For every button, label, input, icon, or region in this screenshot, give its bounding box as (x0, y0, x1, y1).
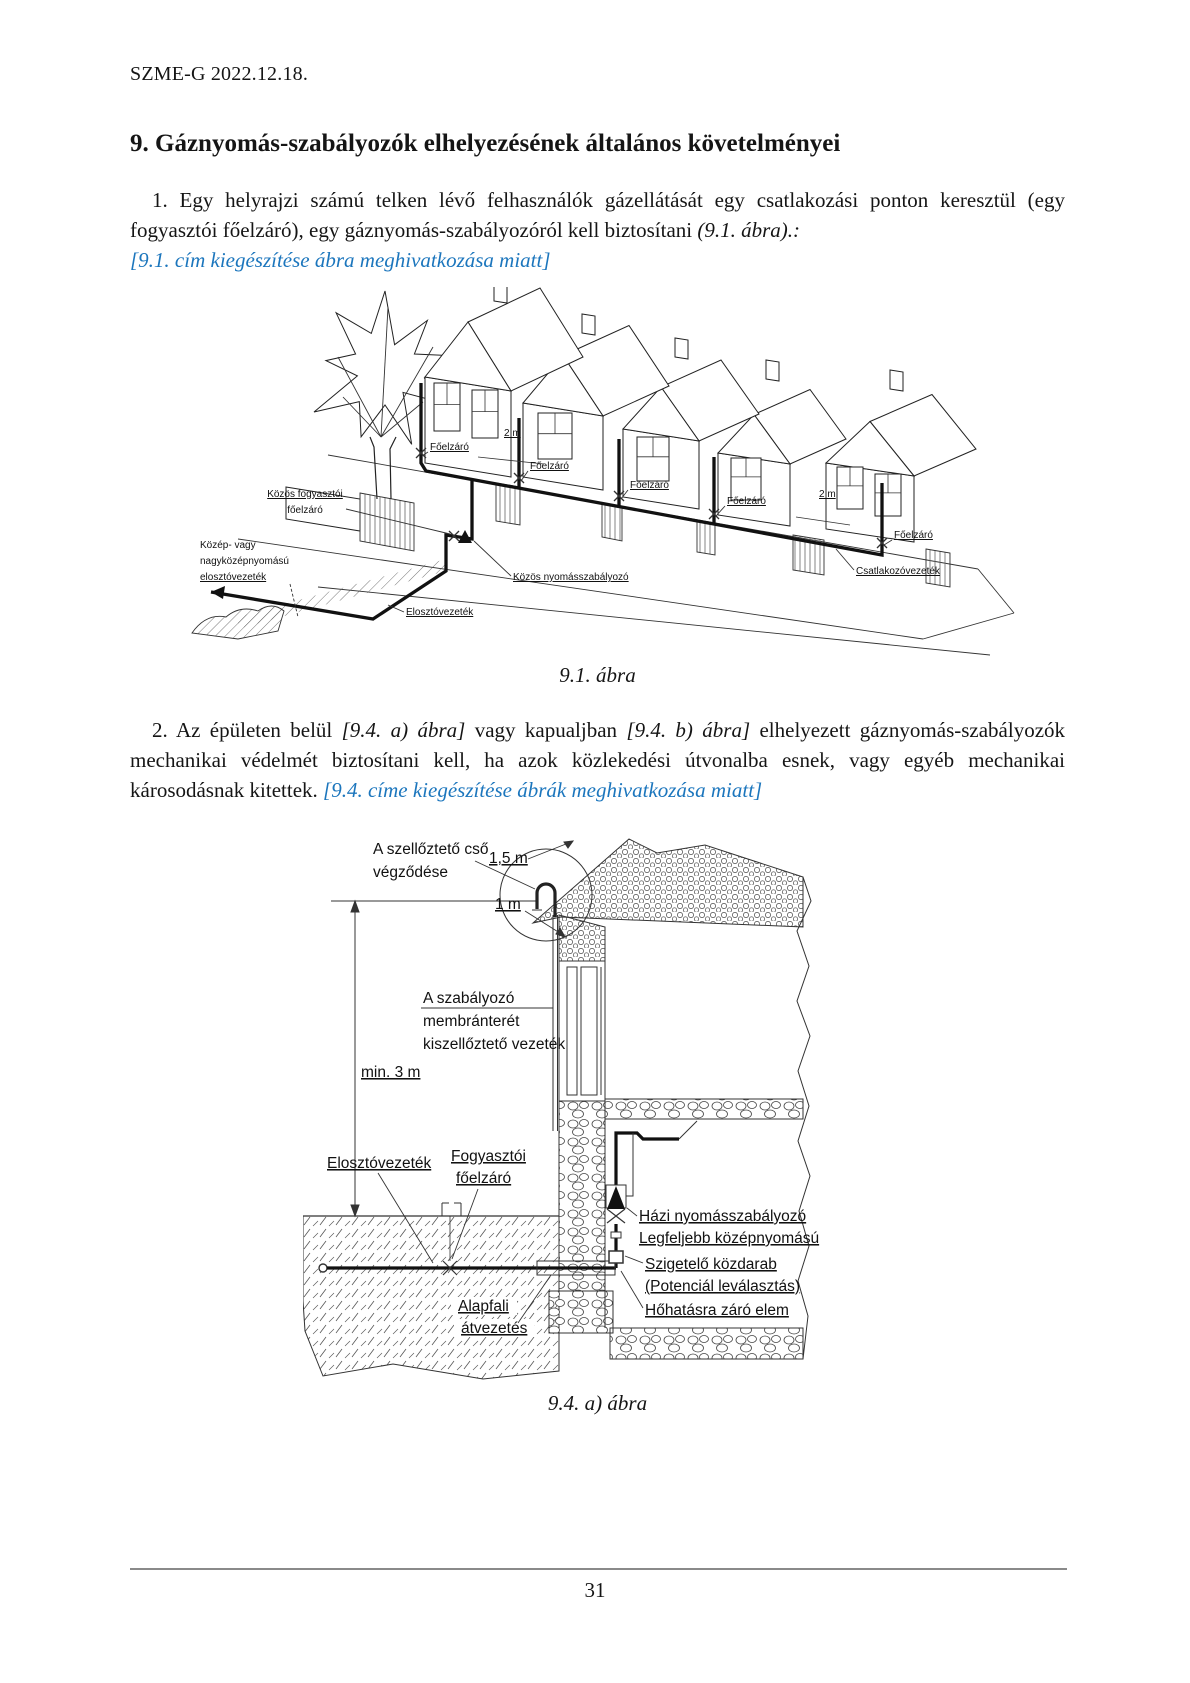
paragraph-2-text-3: elhelyezett gáznyomás-szabályozók mechanikai védelmét biztosítani kell, ha azok közlekedési útvonalba esnek, vagy egyéb mechanikai károsodásnak kitettek. (130, 718, 1066, 802)
paragraph-2-text-2: vagy kapualjban (465, 718, 627, 742)
paragraph-1-text: 1. Egy helyrajzi számú telken lévő felhasználók gázellátását egy csatlakozási ponton keresztül (egy fogyasztói főelzáró), egy gáznyomás-szabályozóról kell biztosítani (130, 188, 1065, 242)
page-number: 31 (584, 1578, 606, 1602)
fig1-label-kozep-1: Közép- vagy (199, 540, 256, 551)
fig1-label-csatlakozovezetek: Csatlakozóvezeték (855, 566, 940, 577)
fig1-label-kozos-fogyasztoi-1: Közös fogyasztói (266, 489, 343, 500)
figure-ref-9-4a: [9.4. a) ábra] (341, 718, 466, 742)
fig2-label-szabalyozo-3: kiszellőztető vezeték (422, 1036, 565, 1053)
fig1-label-elosztovezetek: Elosztóvezeték (405, 607, 473, 618)
annotation-9-1: [9.1. cím kiegészítése ábra meghivatkozása miatt] (130, 248, 551, 272)
fig2-label-elosztovezetek: Elosztóvezeték (326, 1155, 431, 1172)
fig1-label-foelzaro-2: Főelzáró (529, 461, 569, 472)
fig2-label-szellozteto-2: végződése (372, 864, 448, 881)
paragraph-2-text-1: 2. Az épületen belül (152, 718, 342, 742)
figure-ref-9-4b: [9.4. b) ábra] (626, 718, 751, 742)
houses-street-geometry (192, 287, 1014, 655)
fig1-label-kozep-3: elosztóvezeték (199, 572, 266, 583)
section-title: 9. Gáznyomás-szabályozók elhelyezésének általános követelményei (130, 130, 841, 157)
fig2-label-fogyasztoi-2: főelzáró (455, 1170, 511, 1187)
paragraph-2 (130, 715, 1065, 805)
fig1-label-foelzaro-4: Főelzáró (726, 496, 766, 507)
figure-9-4a-caption: 9.4. a) ábra (547, 1391, 648, 1415)
page-content (130, 0, 1065, 1416)
fig2-label-legfeljebb: Legfeljebb középnyomású (638, 1230, 819, 1247)
figure-ref-9-1: (9.1. ábra).: (697, 218, 801, 242)
fig2-label-min3m: min. 3 m (360, 1064, 420, 1081)
fig1-label-kozos-fogyasztoi-2: főelzáró (286, 505, 323, 516)
fig1-label-foelzaro-3: Főelzáró (629, 480, 669, 491)
paragraph-1 (130, 185, 1065, 245)
building-section-geometry (303, 839, 811, 1379)
fig2-label-szellozteto-1: A szellőztető cső (372, 841, 488, 858)
fig2-label-hohatas: Hőhatásra záró elem (644, 1302, 789, 1319)
fig1-label-foelzaro-5: Főelzáró (893, 530, 933, 541)
figure-9-1-caption: 9.1. ábra (559, 663, 636, 687)
figure-9-1-drawing (178, 287, 1018, 657)
page-header: SZME-G 2022.12.18. (130, 63, 309, 85)
fig2-label-potencial: (Potenciál leválasztás) (644, 1278, 800, 1295)
fig1-label-foelzaro-1: Főelzáró (429, 442, 469, 453)
fig2-label-hazi: Házi nyomásszabályozó (638, 1208, 806, 1225)
fig2-label-szabalyozo-2: membránterét (422, 1013, 519, 1030)
fig1-label-kozep-2: nagyközépnyomású (199, 556, 289, 567)
fig1-label-kozos-nyomasszabalyozo: Közös nyomásszabályozó (512, 572, 629, 583)
fig2-label-fogyasztoi-1: Fogyasztói (450, 1148, 526, 1165)
fig1-label-2m-2: 2 m (818, 489, 836, 500)
figure-9-1 (178, 287, 1018, 657)
annotation-9-4: [9.4. címe kiegészítése ábrák meghivatkozása miatt] (323, 778, 763, 802)
fig2-label-szigetelo: Szigetelő közdarab (644, 1256, 777, 1273)
footer-divider (130, 1568, 1067, 1570)
figure-9-4a (303, 831, 893, 1381)
fig2-label-alapfali-1: Alapfali (457, 1298, 509, 1315)
fig1-label-2m-1: 2 m (503, 428, 521, 439)
fig2-label-alapfali-2: átvezetés (460, 1320, 527, 1337)
fig2-label-1-5m: 1,5 m (488, 850, 528, 867)
fig2-label-1m: 1 m (494, 896, 521, 913)
fig2-label-szabalyozo-1: A szabályozó (422, 990, 514, 1007)
figure-9-4a-drawing (303, 831, 893, 1381)
